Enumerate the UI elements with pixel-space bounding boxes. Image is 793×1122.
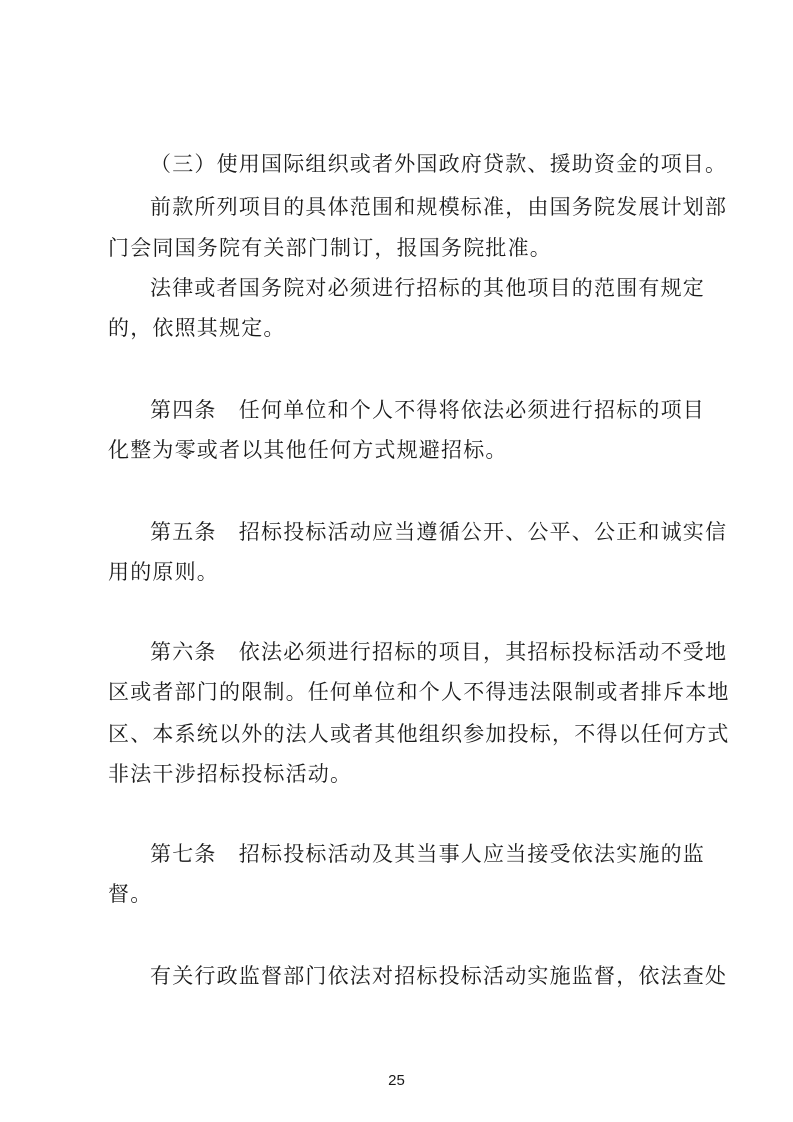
article-4-line-1: 第四条 任何单位和个人不得将依法必须进行招标的项目	[150, 398, 705, 422]
article-5-line-2: 用的原则。	[108, 560, 219, 584]
page-number: 25	[388, 1072, 405, 1089]
article-6-line-3: 区、本系统以外的法人或者其他组织参加投标，不得以任何方式	[108, 722, 730, 746]
text-line-5: 的，依照其规定。	[108, 316, 286, 340]
article-5-line-1: 第五条 招标投标活动应当遵循公开、公平、公正和诚实信	[150, 520, 728, 544]
article-6-line-4: 非法干涉招标投标活动。	[108, 762, 353, 786]
text-line-4: 法律或者国务院对必须进行招标的其他项目的范围有规定	[150, 276, 705, 300]
article-7-line-1: 第七条 招标投标活动及其当事人应当接受依法实施的监	[150, 842, 705, 866]
article-7-line-2: 督。	[108, 882, 153, 906]
text-line-3: 门会同国务院有关部门制订，报国务院批准。	[108, 236, 552, 260]
article-6-line-1: 第六条 依法必须进行招标的项目，其招标投标活动不受地	[150, 640, 728, 664]
text-line-2: 前款所列项目的具体范围和规模标准，由国务院发展计划部	[150, 195, 728, 219]
article-6-line-2: 区或者部门的限制。任何单位和个人不得违法限制或者排斥本地	[108, 680, 730, 704]
supervision-line-1: 有关行政监督部门依法对招标投标活动实施监督，依法查处	[150, 964, 728, 988]
text-line-1: （三）使用国际组织或者外国政府贷款、援助资金的项目。	[150, 152, 728, 176]
article-4-line-2: 化整为零或者以其他任何方式规避招标。	[108, 438, 508, 462]
